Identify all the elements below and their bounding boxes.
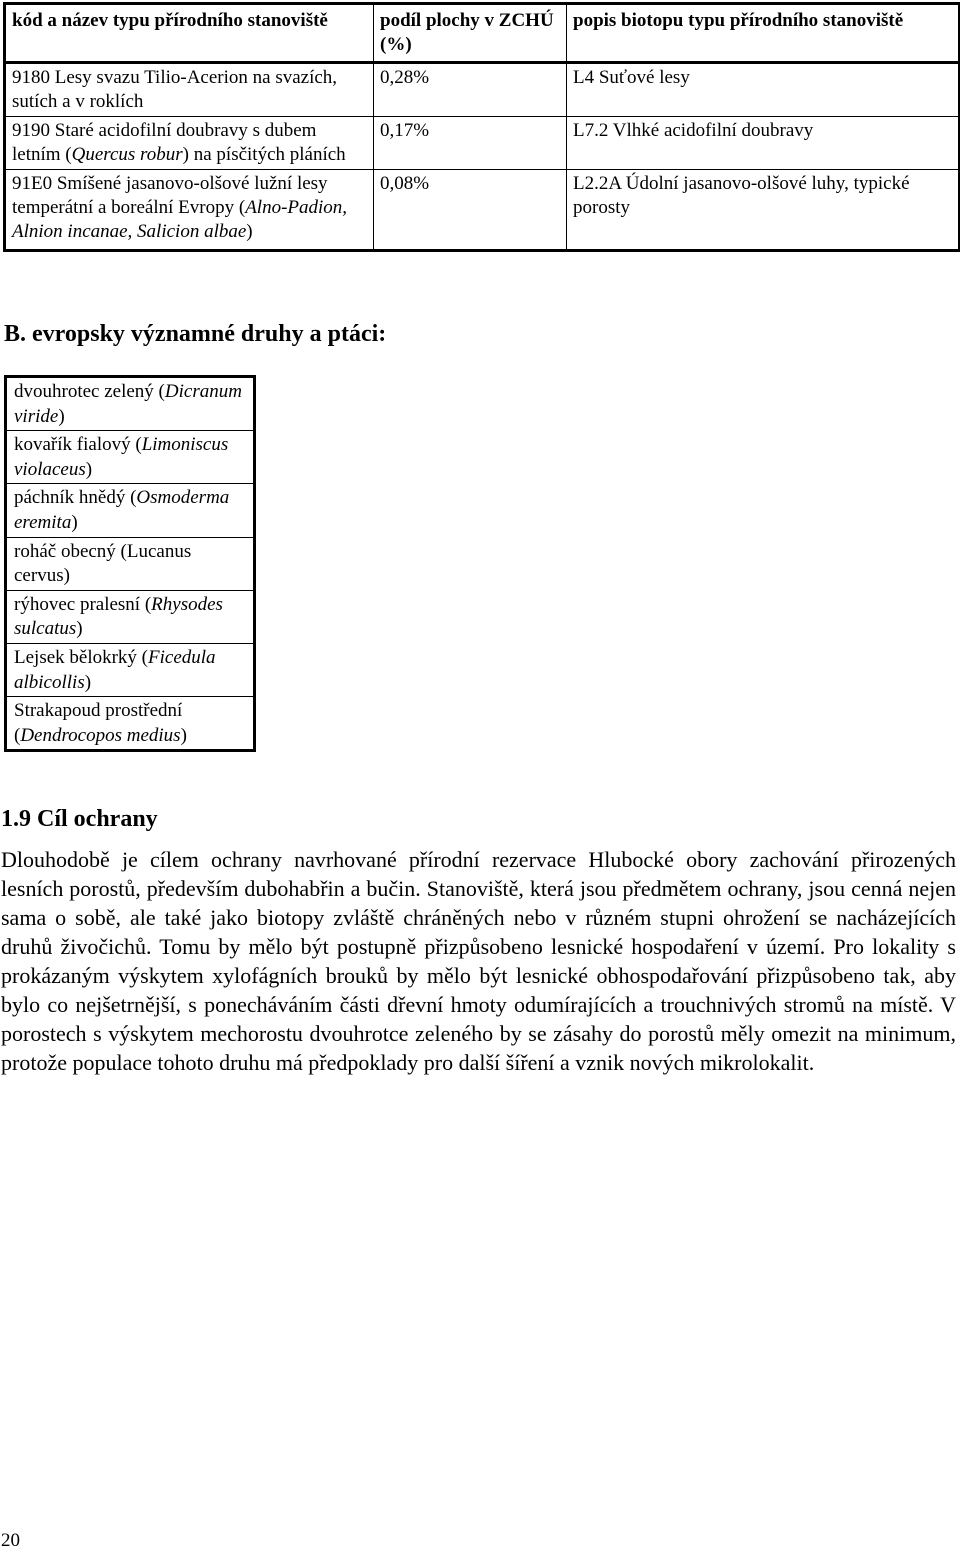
table-row [6,431,255,484]
species-entry: Lejsek bělokrký (Ficedula albicollis) [6,643,255,696]
species-entry: páchník hnědý (Osmoderma eremita) [6,484,255,537]
latin-name: Rhysodes sulcatus [14,593,223,640]
species-entry: dvouhrotec zelený (Dicranum viride) [6,377,255,431]
habitat-biotope: L7.2 Vlhké acidofilní doubravy [567,117,960,170]
habitat-area-share: 0,28% [374,63,567,117]
table-row [6,643,255,696]
page-number: 20 [1,1530,20,1551]
latin-name: Dendrocopos medius [20,724,181,746]
species-entry: kovařík fialový (Limoniscus violaceus) [6,431,255,484]
latin-name: Quercus robur [71,144,183,165]
latin-name: Osmoderma eremita [14,487,230,533]
table-row [5,170,960,251]
table-row [5,63,960,117]
table-row [6,377,255,431]
latin-name: Dicranum viride [14,381,242,427]
habitat-area-share: 0,17% [374,117,567,170]
habitat-code-name: 91E0 Smíšené jasanovo-olšové lužní lesy temperátní a boreální Evropy (Alno-Padion, Alnion incanae, Salicion albae) [5,170,374,251]
table-row [6,590,255,643]
habitat-biotope: L4 Suťové lesy [567,63,960,117]
species-entry: roháč obecný (Lucanus cervus) [6,537,255,590]
habitat-table [3,2,960,252]
goal-paragraph: Dlouhodobě je cílem ochrany navrhované přírodní rezervace Hlubocké obory zachování přirozených lesních porostů, především dubohabřin a bučin. Stanoviště, která jsou předmětem ochrany, jsou cenná nejen sama o sobě, ale také jako biotopy zvláště chráněných nebo v různém stupni ohrožení se nacházejících druhů živočichů. Tomu by mělo být postupně přizpůsobeno lesnické hospodaření v území. Pro lokality s prokázaným výskytem xylofágních brouků by mělo být lesnické obhospodařování přizpůsobeno tak, aby bylo co nejšetrnější, s ponecháváním části dřevní hmoty odumírajících a trouchnivých stromů na místě. V porostech s výskytem mechorostu dvouhrotce zeleného by se zásahy do porostů měly omezit na minimum, protože populace tohoto druhu má předpoklady pro další šíření a vznik nových mikrolokalit. [1,847,956,1075]
table-row [6,484,255,537]
habitat-biotope: L2.2A Údolní jasanovo-olšové luhy, typické porosty [567,170,960,251]
goal-heading: 1.9 Cíl ochrany [1,806,158,832]
table-row [6,537,255,590]
latin-name: Alno-Padion, Alnion incanae, Salicion albae [12,197,348,242]
latin-name: Limoniscus violaceus [14,434,229,480]
table-row [5,117,960,170]
latin-name: Ficedula albicollis [14,646,216,693]
habitat-table-header-row [5,4,960,63]
header-area-share: podíl plochy v ZCHÚ (%) [374,4,567,63]
species-section-title: B. evropsky významné druhy a ptáci: [4,321,387,347]
header-code-name: kód a název typu přírodního stanoviště [5,4,374,63]
species-entry: rýhovec pralesní (Rhysodes sulcatus) [6,590,255,643]
species-entry: Strakapoud prostřední (Dendrocopos medius) [6,697,255,751]
table-row [6,697,255,751]
species-table [4,375,256,752]
habitat-area-share: 0,08% [374,170,567,251]
header-biotope: popis biotopu typu přírodního stanoviště [567,4,960,63]
habitat-code-name: 9190 Staré acidofilní doubravy s dubem letním (Quercus robur) na písčitých pláních [5,117,374,170]
habitat-code-name: 9180 Lesy svazu Tilio-Acerion na svazích, sutích a v roklích [5,63,374,117]
